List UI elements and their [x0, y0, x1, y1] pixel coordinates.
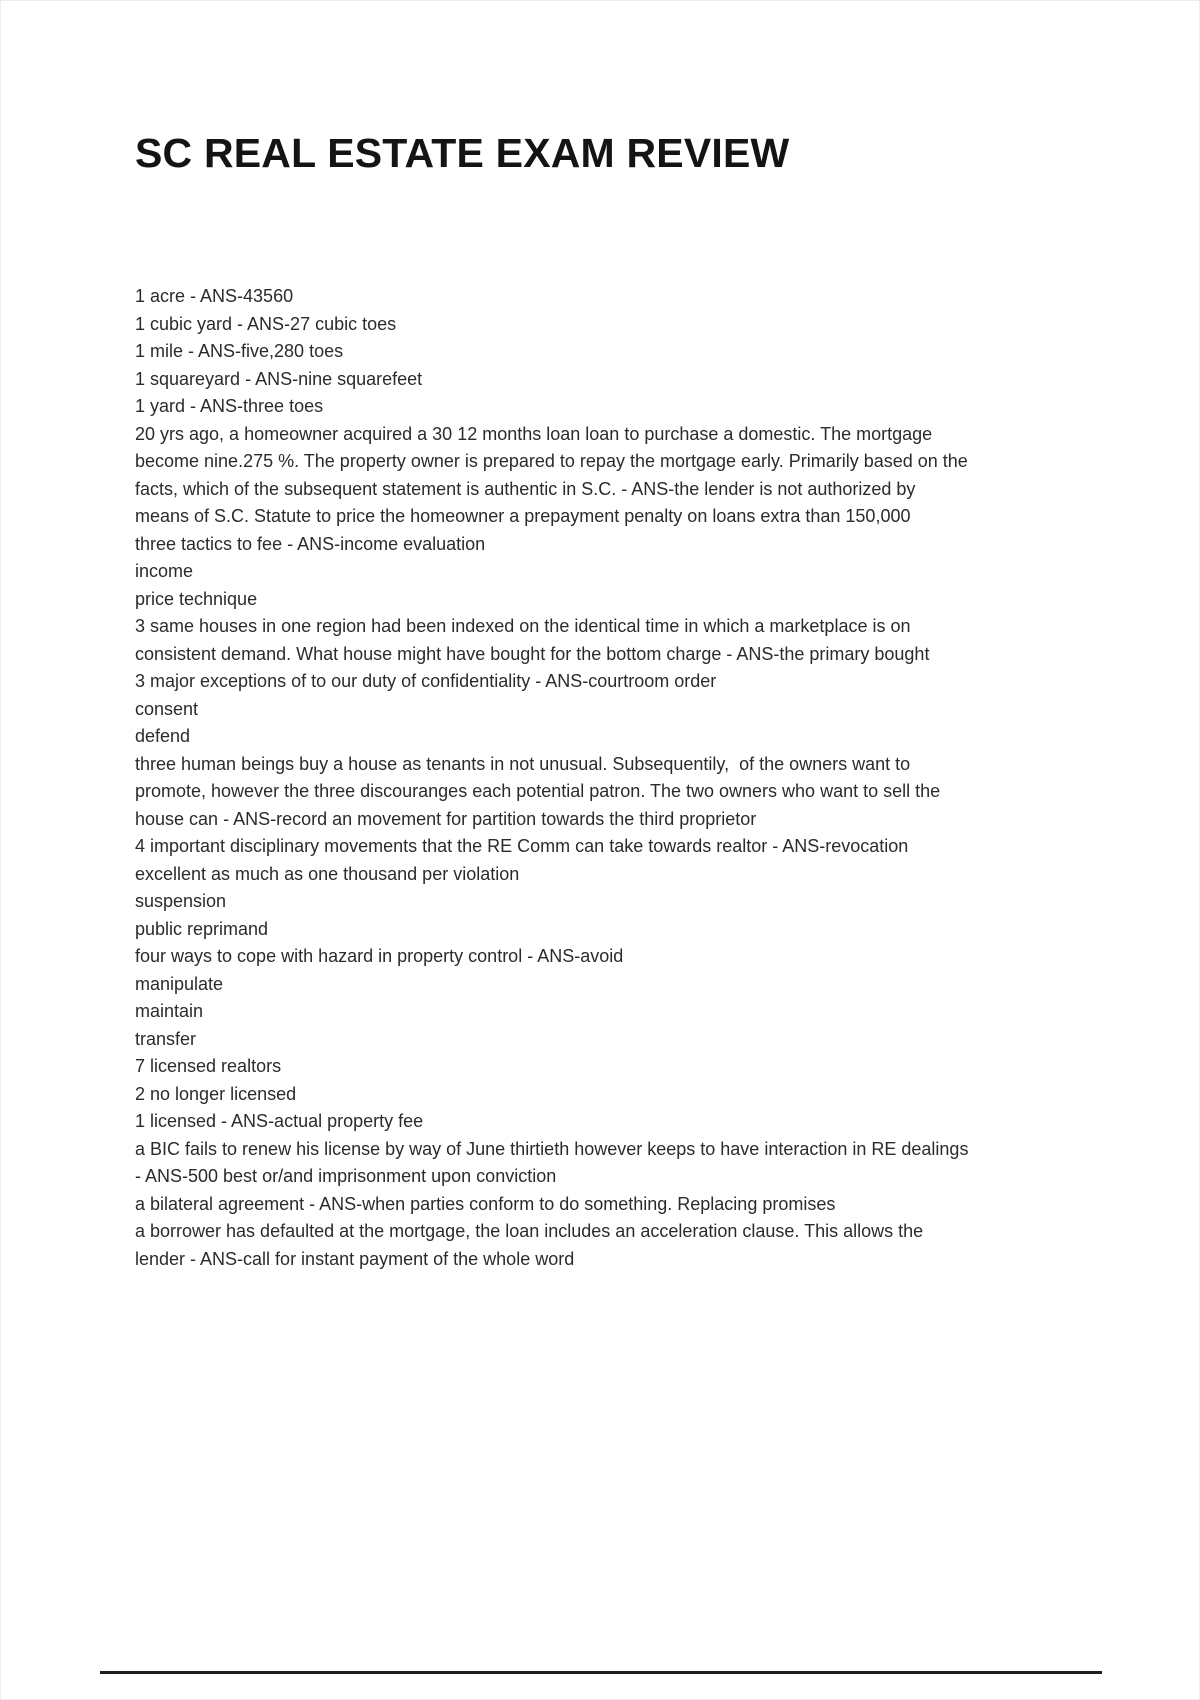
document-line: transfer — [135, 1028, 197, 1049]
document-line: a BIC fails to renew his license by way of June thirtieth however keeps to have interaction in RE dealings - ANS-500 best or/and imprisonment upon conviction — [135, 1138, 974, 1186]
document-line: 1 acre - ANS-43560 — [135, 286, 294, 306]
document-line: 3 same houses in one region had been indexed on the identical time in which a marketplace is on consistent demand. What house might have bought for the bottom charge - ANS-the primary bought — [135, 616, 930, 664]
document-line: 1 yard - ANS-three toes — [135, 396, 324, 416]
document-line: four ways to cope with hazard in property control - ANS-avoid — [135, 946, 624, 966]
document-line: 1 cubic yard - ANS-27 cubic toes — [135, 313, 397, 334]
document-line: 2 no longer licensed — [135, 1083, 297, 1104]
document-line: income — [135, 561, 194, 581]
document-line: maintain — [135, 1001, 204, 1021]
document-line: price technique — [135, 588, 258, 609]
document-line: consent — [135, 698, 199, 719]
document-line: excellent as much as one thousand per violation — [135, 863, 520, 884]
document-line: manipulate — [135, 973, 224, 994]
document-line: public reprimand — [135, 918, 269, 939]
document-line: defend — [135, 726, 191, 746]
document-line: suspension — [135, 891, 227, 911]
document-line: 3 major exceptions of to our duty of confidentiality - ANS-courtroom order — [135, 671, 717, 691]
document-line: 1 mile - ANS-five,280 toes — [135, 341, 344, 361]
document-line: three tactics to fee - ANS-income evaluation — [135, 533, 486, 554]
footer-divider — [100, 1671, 1102, 1674]
document-line: 20 yrs ago, a homeowner acquired a 30 12 months loan loan to purchase a domestic. The mortgage become nine.275 %. The property owner is prepared to repay the mortgage early. Primarily based on the facts, which of the subsequent statement is authentic in S.C. - ANS-the lender is not authorized by means of S.C. Statute to price the homeowner a prepayment penalty on loans extra than 150,000 — [135, 423, 973, 526]
document-line: a borrower has defaulted at the mortgage, the loan includes an acceleration clause. This allows the lender - ANS-call for instant payment of the whole word — [135, 1221, 929, 1269]
document-body — [135, 283, 974, 1273]
page-title: SC REAL ESTATE EXAM REVIEW — [135, 130, 790, 176]
document-line: 1 licensed - ANS-actual property fee — [135, 1111, 424, 1131]
document-line: three human beings buy a house as tenants in not unusual. Subsequentily, of the owners want to promote, however the three discouranges each potential patron. The two owners who want to sell the house can - ANS-record an movement for partition towards the third proprietor — [135, 753, 946, 829]
document-line: 4 important disciplinary movements that the RE Comm can take towards realtor - ANS-revocation — [135, 836, 909, 856]
document-line: 7 licensed realtors — [135, 1056, 282, 1076]
document-line: 1 squareyard - ANS-nine squarefeet — [135, 368, 423, 389]
document-line: a bilateral agreement - ANS-when parties conform to do something. Replacing promises — [135, 1193, 836, 1214]
